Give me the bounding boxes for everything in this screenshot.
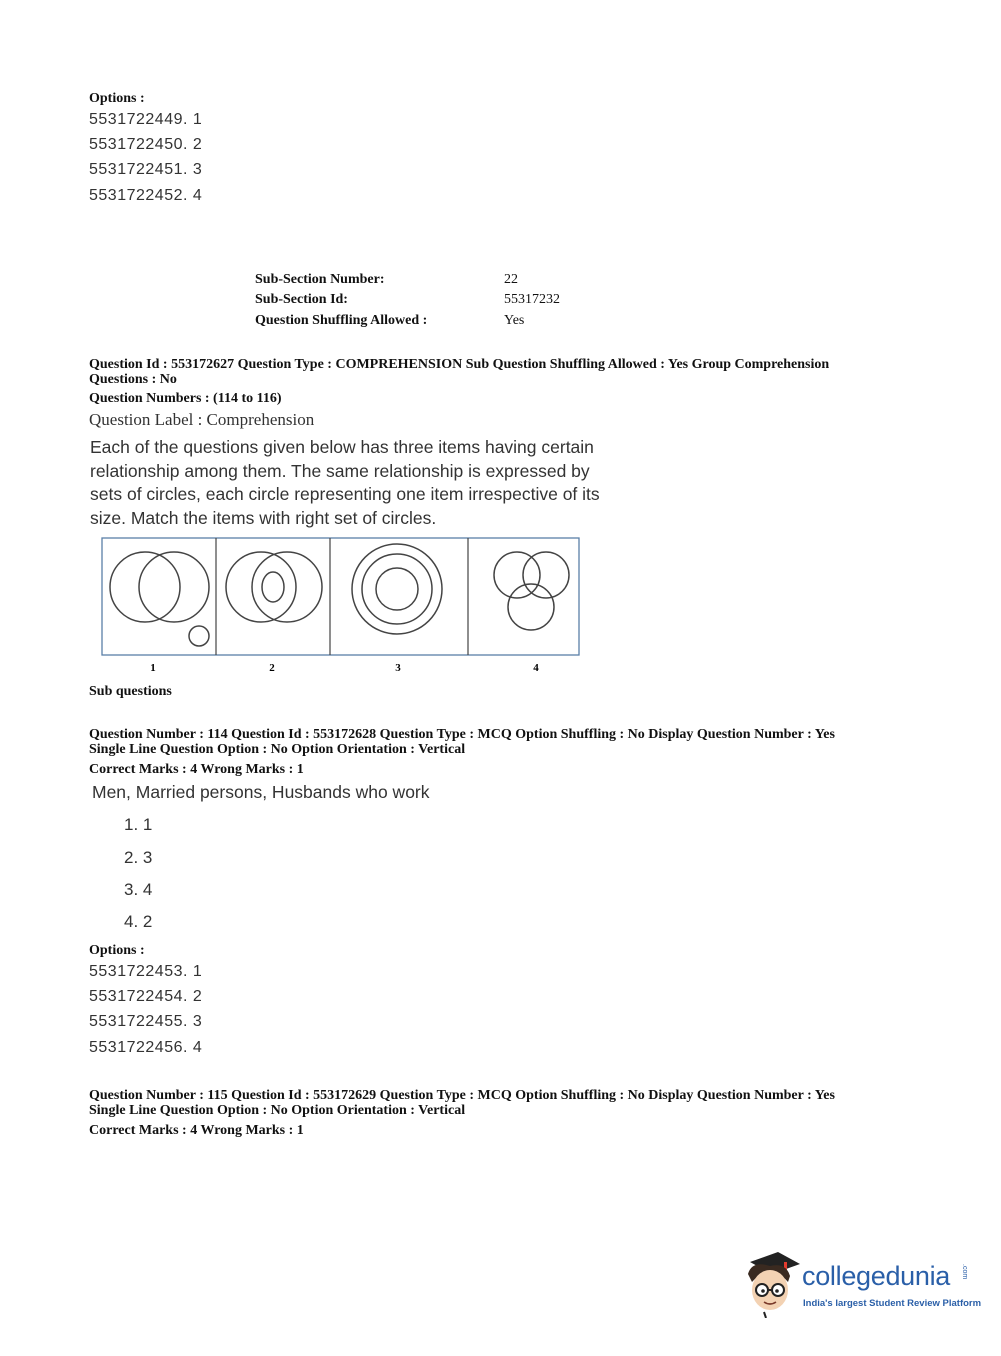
logo-name: collegedunia [802,1261,951,1291]
comprehension-header-line2: Questions : No [89,372,177,387]
venn-panel-3 [352,544,442,634]
mascot-icon [740,1248,802,1318]
q114-header-line1: Question Number : 114 Question Id : 553172628 Question Type : MCQ Option Shuffling : No Display Question Number : Yes [89,727,835,742]
comprehension-passage: Each of the questions given below has three items having certain relationship among them. The same relationship is expressed by sets of circles, each circle representing one item irrespective of its size. Match the items with right set of circles. [90,437,600,528]
sub-questions-label: Sub questions [89,684,172,699]
question-numbers: Question Numbers : (114 to 116) [89,391,282,406]
figure-label-4: 4 [533,662,539,674]
q115-header-line1: Question Number : 115 Question Id : 553172629 Question Type : MCQ Option Shuffling : No Display Question Number : Yes [89,1088,835,1103]
question-shuffling-label: Question Shuffling Allowed : [255,313,428,328]
logo-suffix: .com [961,1264,968,1280]
venn-circle [110,552,180,622]
venn-circle [362,554,432,624]
q115-marks: Correct Marks : 4 Wrong Marks : 1 [89,1123,304,1138]
venn-circle [523,552,569,598]
figure-label-2: 2 [269,662,275,674]
q114-marks: Correct Marks : 4 Wrong Marks : 1 [89,762,304,777]
sub-section-number-value: 22 [504,272,518,287]
sub-section-id-label: Sub-Section Id: [255,292,348,307]
option-item: 5531722449. 1 [89,111,203,128]
q114-choice: 2. 3 [124,848,153,867]
collegedunia-logo [740,1248,982,1320]
q114-question-text: Men, Married persons, Husbands who work [92,782,430,802]
venn-circle [376,568,418,610]
venn-diagram-figure [95,533,585,678]
figure-label-1: 1 [150,662,156,674]
logo-tagline: India's largest Student Review Platform [803,1298,982,1309]
sub-section-id-value: 55317232 [504,292,560,307]
comprehension-header-line1: Question Id : 553172627 Question Type : COMPREHENSION Sub Question Shuffling Allowed : Yes Group Comprehension [89,357,830,372]
sub-section-table [255,272,595,334]
option-item: 5531722454. 2 [89,988,203,1005]
sub-section-number-label: Sub-Section Number: [255,272,385,287]
option-item: 5531722453. 1 [89,963,203,980]
option-item: 5531722451. 3 [89,161,203,178]
q115-header-line2: Single Line Question Option : No Option Orientation : Vertical [89,1103,466,1118]
venn-panel-1 [110,552,209,646]
question-label: Question Label : Comprehension [89,410,315,429]
venn-circle [508,584,554,630]
options-label: Options : [89,91,145,106]
q114-choice: 3. 4 [124,880,153,899]
option-item: 5531722456. 4 [89,1039,203,1056]
figure-label-3: 3 [395,662,401,674]
q114-header-line2: Single Line Question Option : No Option Orientation : Vertical [89,742,466,757]
option-item: 5531722450. 2 [89,136,203,153]
venn-circle [189,626,209,646]
venn-panel-2 [226,552,322,622]
venn-panel-4 [494,552,569,630]
q114-choice: 4. 2 [124,912,153,931]
options-label: Options : [89,943,145,958]
option-item: 5531722455. 3 [89,1013,203,1030]
venn-circle [494,552,540,598]
q114-choice: 1. 1 [124,815,153,834]
question-shuffling-value: Yes [504,313,525,328]
venn-circle [262,572,284,602]
venn-circle [352,544,442,634]
venn-circle [139,552,209,622]
option-item: 5531722452. 4 [89,187,203,204]
